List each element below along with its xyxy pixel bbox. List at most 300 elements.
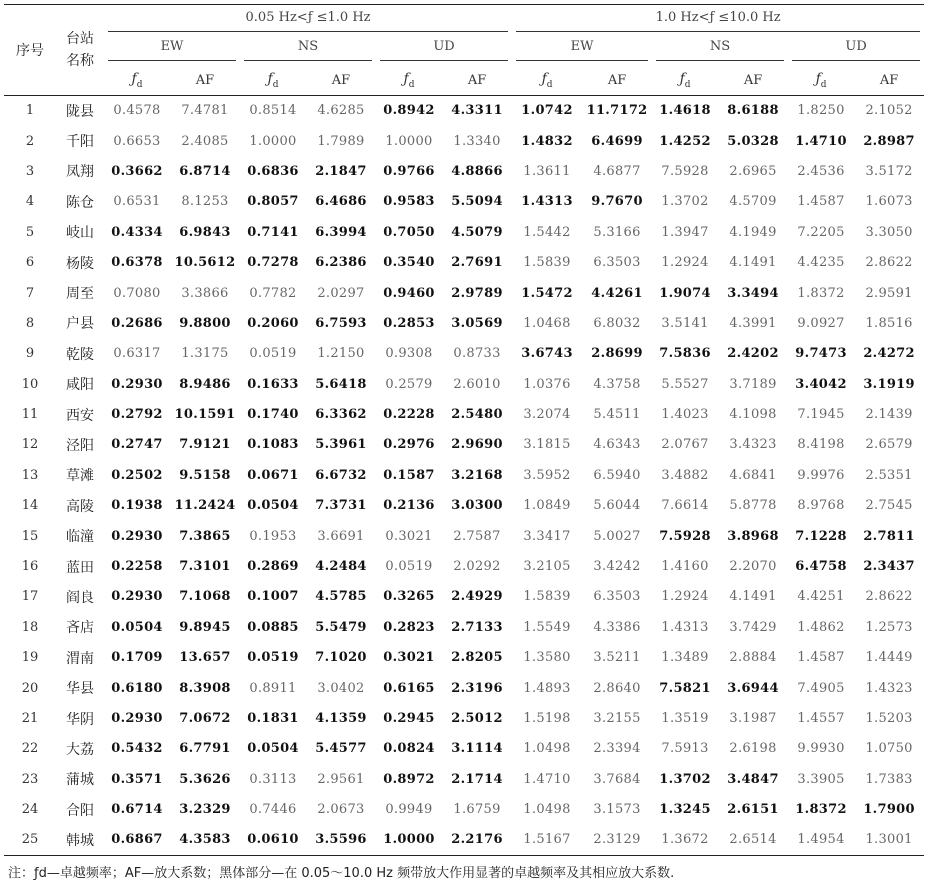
table-row: [4, 612, 924, 642]
cell-af: 2.8622: [865, 255, 913, 271]
cell-af: 2.2176: [451, 832, 503, 848]
row-station-name: 大荔: [66, 741, 94, 758]
cell-fd: 7.5913: [661, 741, 709, 757]
cell-af: 3.0300: [451, 498, 503, 514]
data-table: [4, 4, 924, 856]
cell-fd: 1.4710: [523, 771, 571, 787]
cell-af: 4.6841: [729, 467, 777, 483]
cell-fd: 3.1815: [523, 437, 571, 453]
row-station-name: 吝店: [66, 620, 94, 637]
cell-af: 3.6691: [317, 528, 365, 544]
cell-af: 4.3311: [451, 103, 503, 119]
cell-af: 3.6944: [727, 680, 779, 696]
cell-af: 3.1987: [729, 711, 777, 726]
cell-fd: 7.4905: [797, 680, 845, 696]
cell-fd: 1.5472: [521, 285, 573, 301]
cell-fd: 0.6317: [113, 346, 161, 362]
cell-fd: 0.3021: [385, 528, 433, 544]
cell-fd: 0.3021: [383, 650, 435, 666]
row-index: 1: [25, 103, 35, 119]
header-band-low-label: 0.05 Hz<ƒ ≤1.0 Hz: [108, 10, 508, 32]
header-fd: [512, 65, 582, 96]
cell-fd: 1.3489: [661, 650, 709, 666]
table-row: [4, 339, 924, 369]
header-band-low: [104, 5, 512, 36]
cell-fd: 0.2930: [111, 376, 163, 392]
cell-fd: 1.5549: [523, 619, 571, 635]
cell-af: 1.2573: [865, 619, 913, 635]
cell-af: 10.1591: [174, 407, 236, 423]
cell-af: 3.8968: [727, 528, 779, 544]
cell-af: 2.3196: [451, 680, 503, 696]
cell-fd: 1.4160: [661, 559, 709, 575]
cell-af: 2.6198: [729, 741, 777, 757]
cell-af: 2.7691: [451, 255, 503, 271]
cell-af: 3.4847: [727, 771, 779, 787]
cell-fd: 1.9074: [659, 285, 711, 301]
header-seq: 序号: [4, 5, 56, 96]
cell-af: 2.5012: [451, 711, 503, 726]
row-index: 24: [21, 802, 39, 818]
table-row: [4, 278, 924, 308]
cell-fd: 0.2747: [111, 437, 163, 453]
cell-fd: 0.3662: [111, 163, 163, 179]
row-station-name: 泾阳: [66, 437, 94, 454]
cell-af: 3.2168: [451, 467, 503, 483]
header-band-high: [512, 5, 924, 36]
cell-af: 4.3991: [729, 315, 777, 331]
cell-fd: 0.8972: [383, 771, 435, 787]
row-station-name: 韩城: [66, 832, 94, 849]
table-row: [4, 217, 924, 247]
row-index: 16: [21, 559, 39, 575]
header-fd: [240, 65, 306, 96]
row-station-name: 乾陵: [66, 346, 94, 363]
header-af: AF: [195, 72, 215, 88]
cell-af: 1.2150: [317, 346, 365, 362]
cell-fd: 0.0504: [111, 619, 163, 635]
cell-fd: 0.2823: [383, 619, 435, 635]
cell-af: 3.3494: [727, 285, 779, 301]
header-component-label: UD: [380, 39, 508, 61]
cell-af: 9.5158: [179, 467, 231, 483]
table-row: [4, 430, 924, 460]
row-index: 20: [21, 680, 39, 696]
cell-af: 3.4323: [729, 437, 777, 453]
cell-fd: 0.2579: [385, 376, 433, 392]
cell-af: 5.5479: [315, 619, 367, 635]
cell-af: 7.3731: [315, 498, 367, 514]
cell-fd: 0.9949: [385, 802, 433, 818]
cell-fd: 0.0504: [247, 741, 299, 757]
cell-fd: 3.4042: [795, 376, 847, 392]
table-row: [4, 399, 924, 429]
cell-af: 10.5612: [174, 255, 236, 271]
cell-af: 2.8987: [863, 133, 915, 149]
row-index: 19: [21, 650, 39, 666]
cell-af: 4.5709: [729, 194, 777, 210]
cell-fd: 7.1945: [797, 407, 845, 423]
cell-fd: 7.6614: [661, 498, 709, 514]
table-row: [4, 673, 924, 703]
cell-fd: 0.6867: [111, 832, 163, 848]
cell-fd: 3.4882: [661, 467, 709, 483]
cell-fd: 1.4557: [797, 711, 845, 726]
cell-af: 3.2329: [179, 802, 231, 818]
cell-af: 5.4577: [315, 741, 367, 757]
cell-fd: 0.7050: [383, 224, 435, 240]
table-row: [4, 460, 924, 490]
cell-af: 3.2155: [593, 711, 641, 726]
header-fd: [788, 65, 854, 96]
cell-fd: 1.0468: [523, 315, 571, 331]
cell-fd: 0.6165: [383, 680, 435, 696]
cell-fd: 1.5839: [523, 255, 571, 271]
header-af: AF: [331, 72, 351, 88]
header-component-label: UD: [792, 39, 920, 61]
cell-fd: 0.1709: [111, 650, 163, 666]
row-station-name: 华阴: [66, 711, 94, 728]
cell-af: 3.5211: [593, 650, 641, 666]
cell-af: 6.3503: [593, 589, 641, 605]
cell-af: 2.6514: [729, 832, 777, 848]
row-station-name: 咸阳: [66, 377, 94, 394]
cell-af: 8.6188: [727, 103, 779, 119]
row-index: 3: [25, 163, 35, 179]
cell-fd: 7.5928: [661, 163, 709, 179]
cell-af: 2.7133: [451, 619, 503, 635]
cell-af: 5.3166: [593, 224, 641, 240]
cell-af: 2.8699: [591, 346, 643, 362]
cell-af: 2.5351: [865, 467, 913, 483]
table-row: [4, 703, 924, 733]
table-row: [4, 491, 924, 521]
header-component-0: [104, 35, 240, 65]
row-station-name: 陈仓: [66, 194, 94, 211]
cell-af: 4.3583: [179, 832, 231, 848]
row-station-name: 西安: [66, 407, 94, 424]
cell-fd: 0.2930: [111, 711, 163, 726]
cell-af: 4.1359: [315, 711, 367, 726]
cell-af: 3.5596: [315, 832, 367, 848]
cell-af: 1.5203: [865, 711, 913, 726]
cell-af: 2.7811: [863, 528, 915, 544]
cell-fd: 0.8942: [383, 103, 435, 119]
table-row: [4, 156, 924, 186]
header-component-5: [788, 35, 924, 65]
cell-af: 2.3394: [593, 741, 641, 757]
cell-fd: 1.4710: [795, 133, 847, 149]
cell-af: 7.0672: [179, 711, 231, 726]
row-station-name: 户县: [66, 316, 94, 333]
cell-af: 2.4202: [727, 346, 779, 362]
cell-fd: 0.6714: [111, 802, 163, 818]
header-af: AF: [607, 72, 627, 88]
table-row: [4, 582, 924, 612]
cell-fd: 1.8372: [795, 802, 847, 818]
cell-fd: 1.2924: [661, 255, 709, 271]
cell-af: 3.3050: [865, 224, 913, 240]
row-index: 6: [25, 255, 35, 271]
cell-fd: 1.4954: [797, 832, 845, 848]
header-fd: [104, 65, 170, 96]
table-row: [4, 96, 924, 126]
cell-af: 4.3386: [593, 619, 641, 635]
table-row: [4, 126, 924, 156]
cell-fd: 0.8514: [249, 103, 297, 119]
row-station-name: 蓝田: [66, 559, 94, 576]
cell-af: 3.1919: [863, 376, 915, 392]
cell-af: 5.4511: [593, 407, 641, 423]
cell-fd: 8.4198: [797, 437, 845, 453]
cell-fd: 1.5198: [523, 711, 571, 726]
header-af: AF: [467, 72, 487, 88]
row-index: 9: [25, 346, 35, 362]
row-station-name: 渭南: [66, 650, 94, 667]
header-component-label: NS: [656, 39, 784, 61]
cell-af: 5.6418: [315, 376, 367, 392]
cell-af: 9.8945: [179, 619, 231, 635]
row-index: 4: [25, 194, 35, 210]
cell-fd: 0.0504: [247, 498, 299, 514]
row-index: 22: [21, 741, 39, 757]
header-station: [56, 5, 104, 96]
header-fd-symbol: ƒ: [267, 70, 273, 87]
row-station-name: 周至: [66, 286, 94, 303]
cell-af: 9.7670: [591, 194, 643, 210]
table-row: [4, 764, 924, 794]
cell-fd: 0.1083: [247, 437, 299, 453]
cell-af: 4.1949: [729, 224, 777, 240]
cell-fd: 1.3702: [659, 771, 711, 787]
row-station-name: 杨陵: [66, 255, 94, 272]
cell-fd: 0.9308: [385, 346, 433, 362]
cell-af: 4.8866: [451, 163, 503, 179]
cell-af: 11.2424: [174, 498, 236, 514]
cell-fd: 0.1831: [247, 711, 299, 726]
cell-fd: 1.0498: [523, 802, 571, 818]
cell-af: 7.9121: [179, 437, 231, 453]
cell-af: 4.5079: [451, 224, 503, 240]
header-component-4: [652, 35, 788, 65]
cell-fd: 0.2853: [383, 315, 435, 331]
cell-af: 2.9690: [451, 437, 503, 453]
row-index: 17: [21, 589, 39, 605]
cell-af: 1.6759: [453, 802, 501, 818]
row-station-name: 陇县: [66, 103, 94, 120]
table-row: [4, 794, 924, 824]
header-fd: [376, 65, 442, 96]
note-text: 注：ƒd—卓越频率；AF—放大系数；黑体部分—在 0.05～10.0 Hz 频带放大作用显著的卓越频率及其相应放大系数.: [8, 866, 675, 881]
header-fd-subscript: d: [136, 79, 143, 90]
cell-fd: 0.1938: [111, 498, 163, 514]
cell-fd: 8.9768: [797, 498, 845, 514]
cell-fd: 7.5821: [659, 680, 711, 696]
cell-fd: 0.7141: [247, 224, 299, 240]
cell-fd: 2.0767: [661, 437, 709, 453]
cell-fd: 1.4252: [659, 133, 711, 149]
row-station-name: 临潼: [66, 529, 94, 546]
cell-af: 1.8516: [865, 315, 913, 331]
cell-af: 9.8800: [179, 315, 231, 331]
table-row: [4, 247, 924, 277]
cell-fd: 1.0376: [523, 376, 571, 392]
cell-fd: 1.3580: [523, 650, 571, 666]
cell-fd: 0.1587: [383, 467, 435, 483]
cell-af: 6.4686: [315, 194, 367, 210]
cell-fd: 9.9976: [797, 467, 845, 483]
row-index: 8: [25, 315, 35, 331]
cell-af: 2.3437: [863, 559, 915, 575]
cell-af: 2.5480: [451, 407, 503, 423]
cell-fd: 9.0927: [797, 315, 845, 331]
row-index: 14: [21, 498, 39, 514]
cell-fd: 9.9930: [797, 741, 845, 757]
cell-af: 8.1253: [181, 194, 229, 210]
cell-fd: 3.5141: [661, 315, 709, 331]
cell-fd: 0.6531: [113, 194, 161, 210]
cell-fd: 0.1953: [249, 528, 297, 544]
cell-fd: 0.0610: [247, 832, 299, 848]
row-index: 18: [21, 619, 39, 635]
cell-fd: 0.0671: [247, 467, 299, 483]
cell-af: 4.1491: [729, 589, 777, 605]
cell-fd: 0.0519: [385, 559, 433, 575]
cell-af: 2.0673: [317, 802, 365, 818]
cell-af: 2.4085: [181, 133, 229, 149]
cell-fd: 1.4862: [797, 619, 845, 635]
cell-fd: 1.3672: [661, 832, 709, 848]
cell-af: 7.3865: [179, 528, 231, 544]
cell-af: 1.3340: [453, 133, 501, 149]
cell-af: 4.6343: [593, 437, 641, 453]
table-row: [4, 551, 924, 581]
header-component-1: [240, 35, 376, 65]
header-fd-subscript: d: [820, 79, 827, 90]
cell-fd: 5.5527: [661, 376, 709, 392]
cell-fd: 0.3540: [383, 255, 435, 271]
cell-fd: 1.3245: [659, 802, 711, 818]
cell-af: 2.7545: [865, 498, 913, 514]
row-index: 12: [21, 437, 39, 453]
cell-fd: 1.4618: [659, 103, 711, 119]
cell-af: 5.3626: [179, 771, 231, 787]
cell-fd: 0.2792: [111, 407, 163, 423]
cell-fd: 0.7080: [113, 285, 161, 301]
cell-fd: 1.5839: [523, 589, 571, 605]
header-af: AF: [879, 72, 899, 88]
cell-af: 6.2386: [315, 255, 367, 271]
cell-fd: 0.1007: [247, 589, 299, 605]
cell-fd: 0.2502: [111, 467, 163, 483]
row-index: 11: [21, 407, 39, 423]
header-component-label: EW: [516, 39, 648, 61]
cell-fd: 7.5928: [659, 528, 711, 544]
cell-af: 1.7989: [317, 133, 365, 149]
cell-af: 4.1491: [729, 255, 777, 271]
cell-af: 8.9486: [179, 376, 231, 392]
table-note: [8, 862, 674, 881]
table-row: [4, 734, 924, 764]
cell-af: 2.8640: [593, 680, 641, 696]
cell-af: 3.7429: [729, 619, 777, 635]
row-station-name: 岐山: [66, 225, 94, 242]
cell-fd: 0.9460: [383, 285, 435, 301]
cell-af: 2.3129: [593, 832, 641, 848]
cell-fd: 1.4893: [523, 680, 571, 696]
cell-af: 2.9591: [865, 285, 913, 301]
cell-fd: 7.2205: [797, 224, 845, 240]
cell-af: 5.0328: [727, 133, 779, 149]
cell-af: 1.3175: [181, 346, 229, 362]
cell-fd: 0.7782: [249, 285, 297, 301]
cell-fd: 1.0498: [523, 741, 571, 757]
cell-af: 5.8778: [729, 498, 777, 514]
cell-af: 6.6732: [315, 467, 367, 483]
cell-fd: 0.0824: [383, 741, 435, 757]
table-row: [4, 308, 924, 338]
header-subcolumns-row: [4, 65, 924, 96]
cell-fd: 0.2930: [111, 589, 163, 605]
cell-af: 3.3866: [181, 285, 229, 301]
header-station-line2: 名称: [66, 53, 94, 69]
row-index: 13: [21, 467, 39, 483]
cell-af: 5.0027: [593, 528, 641, 544]
cell-fd: 3.2074: [523, 407, 571, 423]
row-index: 21: [21, 711, 39, 726]
cell-af: 6.8714: [179, 163, 231, 179]
cell-af: 6.3362: [315, 407, 367, 423]
cell-af: 3.1573: [593, 802, 641, 818]
cell-af: 6.3994: [315, 224, 367, 240]
cell-fd: 1.0000: [383, 832, 435, 848]
cell-af: 2.9561: [317, 771, 365, 787]
cell-fd: 9.7473: [795, 346, 847, 362]
cell-af: 4.5785: [315, 589, 367, 605]
cell-fd: 1.4313: [521, 194, 573, 210]
cell-af: 2.0292: [453, 559, 501, 575]
table-row: [4, 643, 924, 673]
cell-fd: 1.4023: [661, 407, 709, 423]
cell-af: 2.9789: [451, 285, 503, 301]
cell-fd: 4.4235: [797, 255, 845, 271]
row-station-name: 合阳: [66, 802, 94, 819]
row-index: 25: [21, 832, 39, 848]
cell-af: 2.0297: [317, 285, 365, 301]
cell-fd: 0.1740: [247, 407, 299, 423]
cell-af: 3.0569: [451, 315, 503, 331]
header-fd-symbol: ƒ: [679, 70, 685, 87]
cell-af: 2.8884: [729, 650, 777, 666]
cell-fd: 1.0849: [523, 498, 571, 514]
cell-af: 0.8733: [453, 346, 501, 362]
header-component-2: [376, 35, 512, 65]
cell-af: 4.6877: [593, 163, 641, 179]
cell-fd: 1.0000: [385, 133, 433, 149]
cell-fd: 1.2924: [661, 589, 709, 605]
cell-af: 3.1114: [451, 741, 503, 757]
cell-fd: 0.2136: [383, 498, 435, 514]
cell-fd: 0.7278: [247, 255, 299, 271]
cell-af: 7.1020: [315, 650, 367, 666]
cell-fd: 1.5442: [523, 224, 571, 240]
cell-af: 4.4261: [591, 285, 643, 301]
cell-fd: 0.7446: [249, 802, 297, 818]
cell-af: 1.4449: [865, 650, 913, 666]
cell-fd: 0.8057: [247, 194, 299, 210]
cell-af: 2.1714: [451, 771, 503, 787]
cell-fd: 7.5836: [659, 346, 711, 362]
